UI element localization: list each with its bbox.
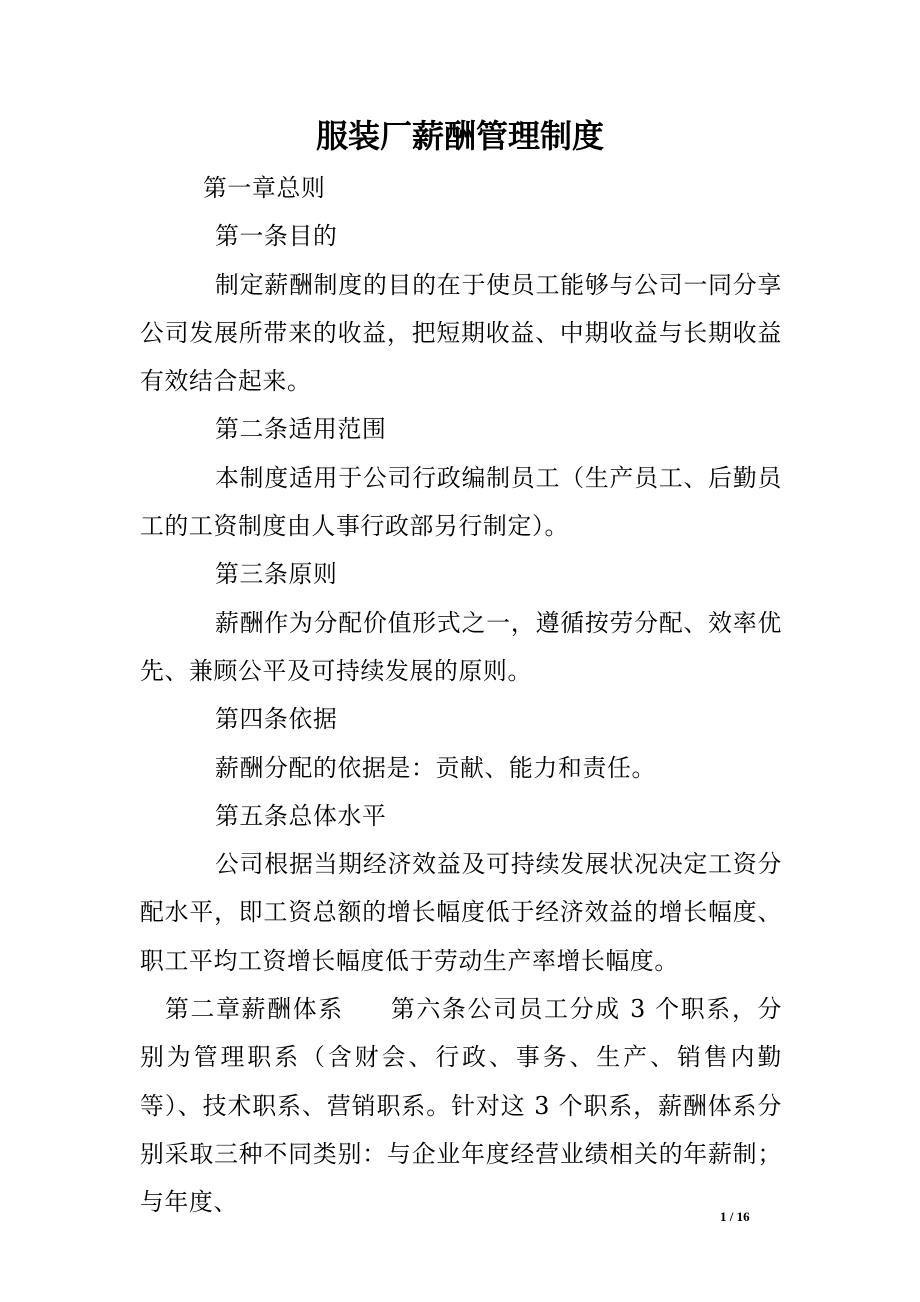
document-title: 服装厂薪酬管理制度 — [315, 117, 604, 155]
chapter-heading: 第一章总则 — [203, 174, 326, 202]
article-paragraph: 薪酬分配的依据是：贡献、能力和责任。 — [215, 753, 656, 782]
article-heading: 第三条原则 — [215, 560, 338, 589]
chapter-heading: 第二章薪酬体系 — [165, 995, 344, 1024]
article-paragraph: 本制度适用于公司行政编制员工（生产员工、后勤员工的工资制度由人事行政部另行制定）。 — [140, 463, 782, 541]
article-paragraph: 制定薪酬制度的目的在于使员工能够与公司一同分享公司发展所带来的收益，把短期收益、中期收益与长期收益有效结合起来。 — [140, 270, 782, 396]
article-heading: 第四条依据 — [215, 705, 338, 734]
document-body — [140, 164, 782, 1227]
article-heading: 第五条总体水平 — [215, 801, 387, 830]
article-paragraph: 第六条公司员工分成 3 个职系，分别为管理职系（含财会、行政、事务、生产、销售内勤等）、技术职系、营销职系。针对这 3 个职系，薪酬体系分别采取三种不同类别：与企业年度经营业绩相关的年薪制；与年度、 — [140, 995, 782, 1217]
chapter-paragraph — [140, 985, 782, 1226]
article-heading: 第一条目的 — [215, 222, 338, 251]
page-number: 1 / 16 — [720, 1209, 750, 1224]
article-heading: 第二条适用范围 — [215, 415, 387, 444]
article-paragraph: 薪酬作为分配价值形式之一，遵循按劳分配、效率优先、兼顾公平及可持续发展的原则。 — [140, 608, 782, 685]
article-paragraph: 公司根据当期经济效益及可持续发展状况决定工资分配水平，即工资总额的增长幅度低于经济效益的增长幅度、职工平均工资增长幅度低于劳动生产率增长幅度。 — [140, 850, 782, 975]
